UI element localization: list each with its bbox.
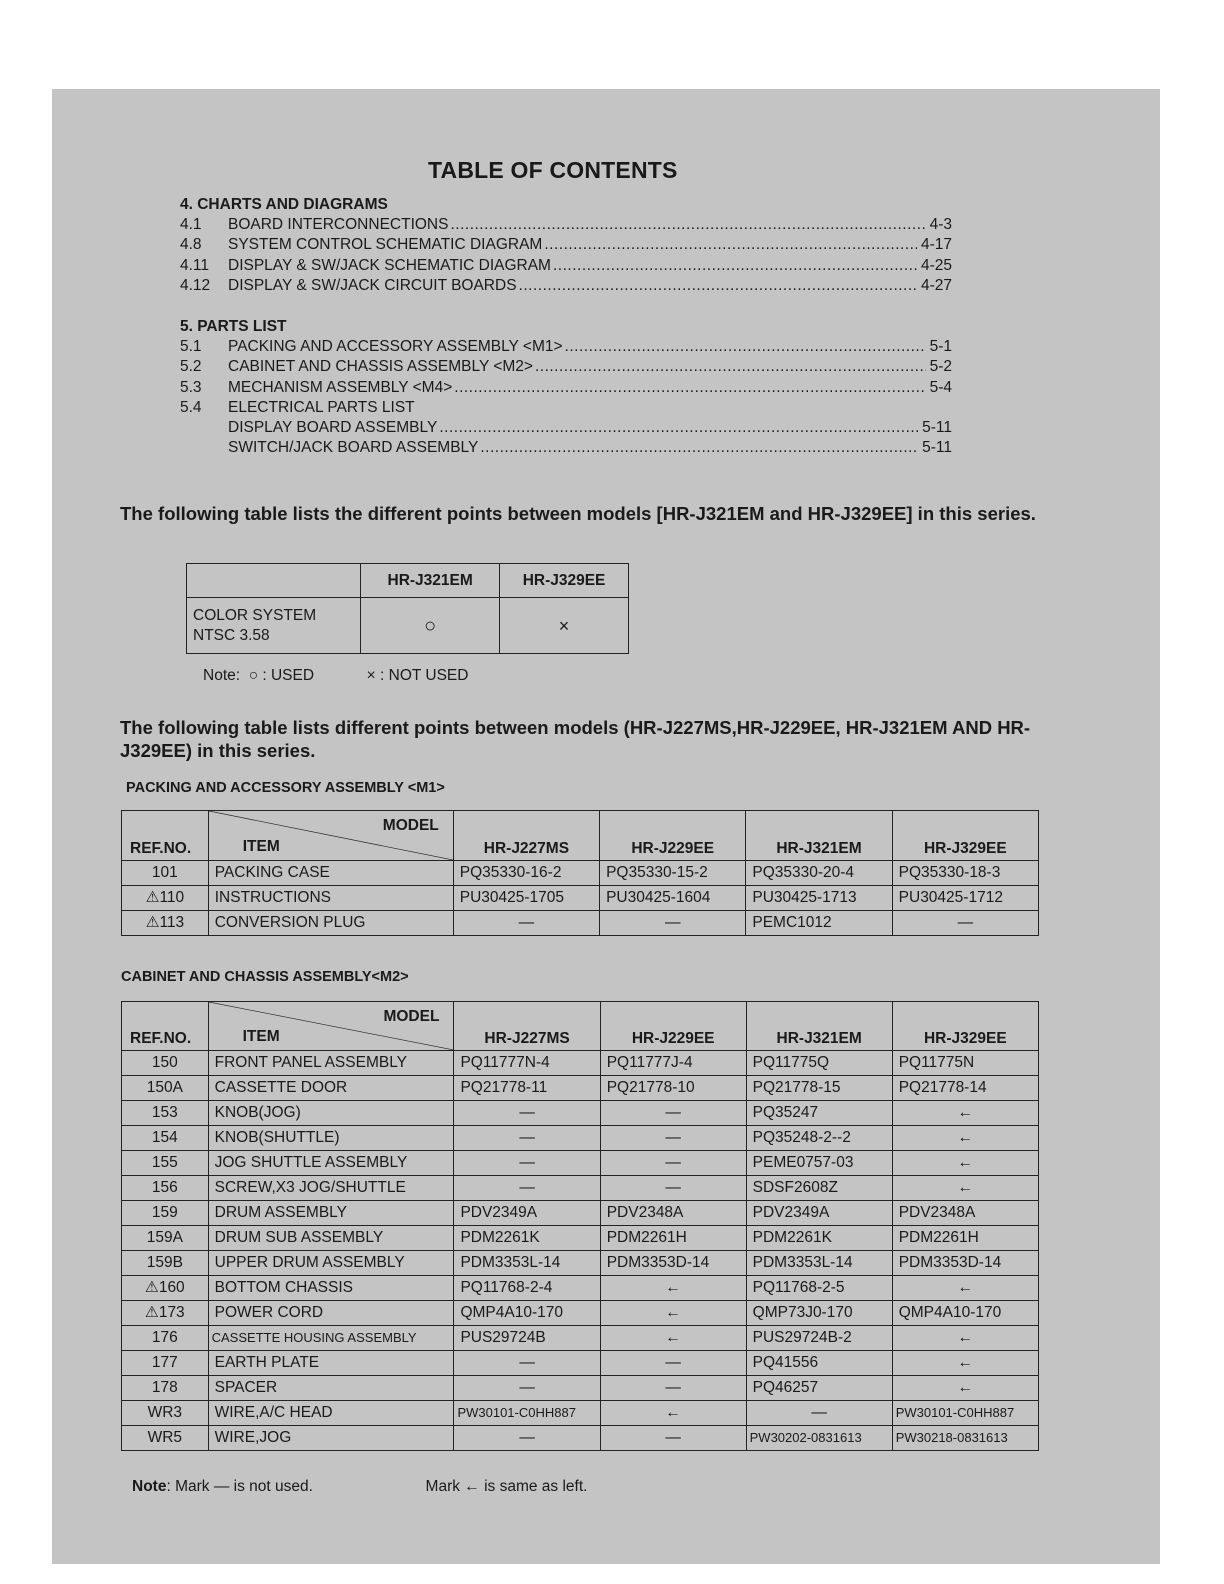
table-row [122, 1376, 1039, 1401]
ref-number: 156 [122, 1176, 209, 1201]
part-number: PU30425-1713 [746, 886, 892, 911]
document-page [52, 89, 1160, 1564]
toc-entry: 5.2 CABINET AND CHASSIS ASSEMBLY <M2> ..... 5-2 [180, 357, 952, 377]
part-number: PW30101-C0HH887 [892, 1401, 1038, 1426]
item-name: CASSETTE HOUSING ASSEMBLY [208, 1326, 454, 1351]
part-number: ← [892, 1326, 1038, 1351]
toc-entry: 5.3 MECHANISM ASSEMBLY <M4> ..... 5-4 [180, 378, 952, 398]
part-number: — [600, 1176, 746, 1201]
model-item-header: MODEL ITEM [208, 811, 453, 861]
part-number: PDM2261K [454, 1226, 600, 1251]
ref-number: 154 [122, 1126, 209, 1151]
ref-number: 177 [122, 1351, 209, 1376]
compare1-heading: The following table lists the different points between models [HR-J321EM and HR-J329EE] in this series. [120, 503, 1036, 524]
table-row [122, 1051, 1039, 1076]
item-name: KNOB(SHUTTLE) [208, 1126, 454, 1151]
part-number: ← [892, 1351, 1038, 1376]
part-number: PDV2348A [892, 1201, 1038, 1226]
ref-number: 153 [122, 1101, 209, 1126]
item-name: BOTTOM CHASSIS [208, 1276, 454, 1301]
table-row [122, 1151, 1039, 1176]
part-number: — [454, 1376, 600, 1401]
table-row [122, 886, 1039, 911]
part-number: PDV2348A [600, 1201, 746, 1226]
part-number: PQ35247 [746, 1101, 892, 1126]
toc-entry: 4.8 SYSTEM CONTROL SCHEMATIC DIAGRAM ..... 4-17 [180, 235, 952, 255]
item-name: CASSETTE DOOR [208, 1076, 454, 1101]
table-row [122, 1076, 1039, 1101]
toc-title: TABLE OF CONTENTS [428, 157, 678, 183]
part-number: PQ21778-14 [892, 1076, 1038, 1101]
part-number: — [600, 1351, 746, 1376]
part-number: ← [892, 1276, 1038, 1301]
part-number: ← [892, 1126, 1038, 1151]
table-row [122, 1301, 1039, 1326]
table-row [122, 911, 1039, 936]
part-number: PEMC1012 [746, 911, 892, 936]
part-number: — [600, 1126, 746, 1151]
table-row [122, 1401, 1039, 1426]
part-number: — [454, 1101, 600, 1126]
table-row [122, 1351, 1039, 1376]
part-number: PQ21778-11 [454, 1076, 600, 1101]
toc-entry: SWITCH/JACK BOARD ASSEMBLY ..... 5-11 [180, 438, 952, 458]
ref-number: ⚠160 [122, 1276, 209, 1301]
m2-title: CABINET AND CHASSIS ASSEMBLY<M2> [121, 969, 409, 985]
table-row [122, 1326, 1039, 1351]
color-system-note: Note: ○ : USED × : NOT USED [203, 667, 469, 684]
ref-number: 150A [122, 1076, 209, 1101]
model-item-header: MODEL ITEM [208, 1002, 454, 1051]
part-number: SDSF2608Z [746, 1176, 892, 1201]
ref-number: ⚠113 [122, 911, 209, 936]
item-name: DRUM SUB ASSEMBLY [208, 1226, 454, 1251]
part-number: PDV2349A [746, 1201, 892, 1226]
part-number: ← [600, 1326, 746, 1351]
item-name: KNOB(JOG) [208, 1101, 454, 1126]
item-name: DRUM ASSEMBLY [208, 1201, 454, 1226]
table-row [122, 1251, 1039, 1276]
table-row [122, 1176, 1039, 1201]
part-number: PQ11768-2-4 [454, 1276, 600, 1301]
m2-parts-table: REF.NO. MODEL ITEM HR-J227MS HR-J229EE HR-J321EM HR-J329EE 150 FRONT PANEL ASSEMBLY PQ11777N-4 PQ11777J-4 PQ11775Q PQ11775N 150A CASSETTE DOOR PQ21778-11 PQ21778-10 PQ21778-15 PQ21778-14 153 KNOB(JOG) — — PQ35247 ← 154 KNOB(SHUTTLE) — — PQ35248-2--2 ← 155 JOG SHUTTLE ASSEMBLY — — PEME0757-03 ← 156 SCREW,X3 JOG/SHUTTLE — — SDSF2608Z ← 159 DRUM ASSEMBLY PDV2349A PDV2348A PDV2349A PDV2348A 159A DRUM SUB ASSEMBLY PDM2261K PDM2261H PDM2261K PDM2261H 159B UPPER DRUM ASSEMBLY PDM3353L-14 PDM3353D-14 PDM3353L-14 PDM3353D-14 ⚠160 BOTTOM CHASSIS PQ11768-2-4 ← PQ11768-2-5 ← ⚠173 POWER CORD QMP4A10-170 ← QMP73J0-170 QMP4A10-170 176 CASSETTE HOUSING ASSEMBLY PUS29724B ← PUS29724B-2 ← 177 EARTH PLATE — — PQ41556 ← 178 SPACER — — PQ46257 ← WR3 WIRE,A/C HEAD PW30101-C0HH887 ← — PW30101-C0HH887 WR5 WIRE,JOG — — PW30202-0831613 PW30218-0831613 [121, 1001, 1039, 1451]
part-number: PQ21778-10 [600, 1076, 746, 1101]
ref-number: 159B [122, 1251, 209, 1276]
toc-entry: 4.11 DISPLAY & SW/JACK SCHEMATIC DIAGRAM ..... 4-25 [180, 256, 952, 276]
item-name: SCREW,X3 JOG/SHUTTLE [208, 1176, 454, 1201]
part-number: — [454, 1426, 600, 1451]
part-number: PU30425-1705 [453, 886, 599, 911]
part-number: — [454, 1151, 600, 1176]
table-row [122, 1426, 1039, 1451]
part-number: PU30425-1604 [600, 886, 746, 911]
part-number: PQ21778-15 [746, 1076, 892, 1101]
part-number: QMP73J0-170 [746, 1301, 892, 1326]
part-number: PQ11768-2-5 [746, 1276, 892, 1301]
ref-number: 150 [122, 1051, 209, 1076]
not-used-mark: × [500, 598, 629, 654]
ref-number: 101 [122, 861, 209, 886]
part-number: PW30202-0831613 [746, 1426, 892, 1451]
compare2-heading: The following table lists different points between models (HR-J227MS,HR-J229EE, HR-J321EM AND HR-J329EE) in this series. [120, 717, 1031, 761]
part-number: — [746, 1401, 892, 1426]
ref-number: WR3 [122, 1401, 209, 1426]
part-number: ← [892, 1101, 1038, 1126]
part-number: PDM3353D-14 [892, 1251, 1038, 1276]
toc-section-heading: 5. PARTS LIST [180, 318, 287, 335]
ref-number: 176 [122, 1326, 209, 1351]
toc-section-parts [180, 317, 952, 459]
part-number: PQ11777J-4 [600, 1051, 746, 1076]
part-number: — [454, 1126, 600, 1151]
item-name: POWER CORD [208, 1301, 454, 1326]
part-number: PQ35330-18-3 [892, 861, 1038, 886]
part-number: PW30218-0831613 [892, 1426, 1038, 1451]
part-number: ← [600, 1401, 746, 1426]
toc-section-heading: 4. CHARTS AND DIAGRAMS [180, 196, 388, 213]
toc-entry: 5.4 ELECTRICAL PARTS LIST [180, 398, 415, 416]
part-number: — [454, 1176, 600, 1201]
part-number: — [454, 1351, 600, 1376]
part-number: PEME0757-03 [746, 1151, 892, 1176]
item-name: JOG SHUTTLE ASSEMBLY [208, 1151, 454, 1176]
table-row [122, 1201, 1039, 1226]
ref-number: 159A [122, 1226, 209, 1251]
part-number: — [600, 1376, 746, 1401]
toc-entry: 4.12 DISPLAY & SW/JACK CIRCUIT BOARDS ..... 4-27 [180, 276, 952, 296]
m1-parts-table: REF.NO. MODEL ITEM HR-J227MS HR-J229EE HR-J321EM HR-J329EE 101 PACKING CASE PQ35330-16-2 PQ35330-15-2 PQ35330-20-4 PQ35330-18-3 ⚠110 INSTRUCTIONS PU30425-1705 PU30425-1604 PU30425-1713 PU30425-1712 ⚠113 CONVERSION PLUG — — PEMC1012 — [121, 810, 1039, 936]
part-number: PQ35330-16-2 [453, 861, 599, 886]
part-number: ← [892, 1151, 1038, 1176]
toc-entry: 5.1 PACKING AND ACCESSORY ASSEMBLY <M1> ..... 5-1 [180, 337, 952, 357]
part-number: PDM3353D-14 [600, 1251, 746, 1276]
ref-number: ⚠173 [122, 1301, 209, 1326]
part-number: — [600, 1151, 746, 1176]
part-number: PDM2261H [600, 1226, 746, 1251]
ref-number: WR5 [122, 1426, 209, 1451]
ref-number: 155 [122, 1151, 209, 1176]
part-number: — [600, 1426, 746, 1451]
part-number: PUS29724B [454, 1326, 600, 1351]
part-number: — [600, 911, 746, 936]
m1-title: PACKING AND ACCESSORY ASSEMBLY <M1> [126, 780, 445, 796]
part-number: — [453, 911, 599, 936]
part-number: PUS29724B-2 [746, 1326, 892, 1351]
part-number: ← [600, 1276, 746, 1301]
part-number: PDM3353L-14 [746, 1251, 892, 1276]
part-number: PQ35330-15-2 [600, 861, 746, 886]
part-number: PQ41556 [746, 1351, 892, 1376]
table-row [122, 1226, 1039, 1251]
part-number: PQ35248-2--2 [746, 1126, 892, 1151]
item-name: INSTRUCTIONS [208, 886, 453, 911]
part-number: PQ11777N-4 [454, 1051, 600, 1076]
color-system-table: HR-J321EM HR-J329EE COLOR SYSTEM NTSC 3.58 ○ × [186, 563, 629, 654]
part-number: PDM2261H [892, 1226, 1038, 1251]
used-mark: ○ [361, 598, 500, 654]
item-name: SPACER [208, 1376, 454, 1401]
footer-note: Note: Mark — is not used. Mark ← is same as left. [132, 1478, 588, 1495]
part-number: PW30101-C0HH887 [454, 1401, 600, 1426]
table-row [122, 861, 1039, 886]
toc-entry: 4.1 BOARD INTERCONNECTIONS ..... 4-3 [180, 215, 952, 235]
part-number: QMP4A10-170 [454, 1301, 600, 1326]
table-row [122, 1126, 1039, 1151]
ref-number: 159 [122, 1201, 209, 1226]
part-number: PQ35330-20-4 [746, 861, 892, 886]
item-name: WIRE,JOG [208, 1426, 454, 1451]
part-number: PDV2349A [454, 1201, 600, 1226]
toc-section-charts [180, 195, 952, 296]
table-row [122, 1101, 1039, 1126]
ref-number: 178 [122, 1376, 209, 1401]
item-name: EARTH PLATE [208, 1351, 454, 1376]
part-number: PQ11775Q [746, 1051, 892, 1076]
toc-entry: DISPLAY BOARD ASSEMBLY ..... 5-11 [180, 418, 952, 438]
part-number: PDM2261K [746, 1226, 892, 1251]
part-number: PQ46257 [746, 1376, 892, 1401]
item-name: WIRE,A/C HEAD [208, 1401, 454, 1426]
part-number: PDM3353L-14 [454, 1251, 600, 1276]
item-name: CONVERSION PLUG [208, 911, 453, 936]
item-name: FRONT PANEL ASSEMBLY [208, 1051, 454, 1076]
part-number: PU30425-1712 [892, 886, 1038, 911]
table-row [122, 1276, 1039, 1301]
part-number: — [892, 911, 1038, 936]
item-name: PACKING CASE [208, 861, 453, 886]
part-number: QMP4A10-170 [892, 1301, 1038, 1326]
part-number: — [600, 1101, 746, 1126]
part-number: ← [892, 1376, 1038, 1401]
part-number: PQ11775N [892, 1051, 1038, 1076]
part-number: ← [892, 1176, 1038, 1201]
item-name: UPPER DRUM ASSEMBLY [208, 1251, 454, 1276]
ref-number: ⚠110 [122, 886, 209, 911]
part-number: ← [600, 1301, 746, 1326]
